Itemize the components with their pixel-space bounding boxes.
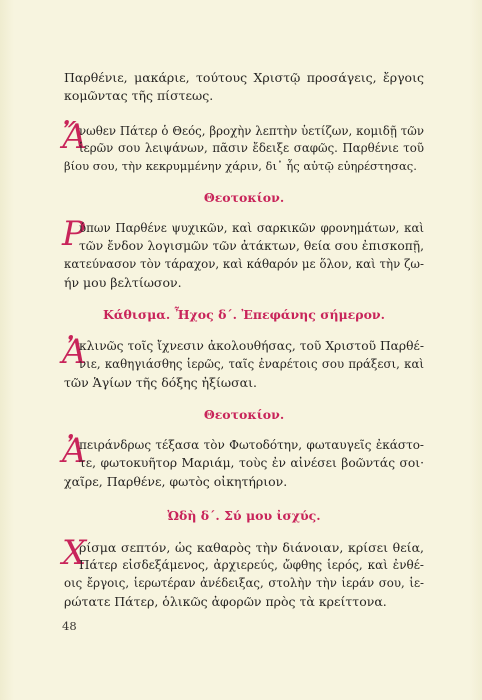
text-line: οις ἔργοις, ἱερωτέραν ἀνέδειξας, στολὴν τὴν ἱεράν σου, ἱε- bbox=[64, 576, 424, 590]
text-line: τῶν ἔνδον λογισμῶν τῶν ἀτάκτων, θεία σου ἐπισκοπῇ, bbox=[79, 239, 424, 253]
drop-cap-initial: Χ bbox=[62, 533, 87, 573]
text-line: ύπων Παρθένε ψυχικῶν, καὶ σαρκικῶν φρονημάτων, καὶ bbox=[79, 221, 424, 235]
text-line: ἱερῶν σου λειψάνων, πᾶσιν ἔδειξε σαφῶς. Παρθένιε τοῦ bbox=[79, 141, 424, 155]
text-line: ρώτατε Πάτερ, ὁλικῶς ἀφορῶν πρὸς τὰ κρείττονα. bbox=[64, 594, 387, 609]
text-line: κλινῶς τοῖς ἴχνεσιν ἀκολουθήσας, τοῦ Χριστοῦ Παρθέ- bbox=[79, 339, 424, 353]
text-line: κομῶντας τῆς πίστεως. bbox=[64, 88, 214, 103]
text-line: κατεύνασον τὸν τάραχον, καὶ κάθαρόν με ὅλον, καὶ τὴν ζω- bbox=[64, 257, 424, 271]
text-line: τε, φωτοκυῆτορ Μαριάμ, τοὺς ἐν αἰνέσει βοῶντάς σοι· bbox=[79, 456, 424, 470]
page-number: 48 bbox=[62, 619, 77, 633]
text-line: Παρθένιε, μακάριε, τούτους Χριστῷ προσάγεις, ἔργοις bbox=[64, 70, 424, 85]
section-heading: Ὠδὴ δ΄. Σύ μου ἰσχύς. bbox=[167, 508, 321, 523]
text-line: χαῖρε, Παρθένε, φωτὸς οἰκητήριον. bbox=[64, 474, 288, 489]
drop-cap-initial: Ρ bbox=[62, 214, 85, 254]
section-heading: Κάθισμα. Ἦχος δ΄. Ἐπεφάνης σήμερον. bbox=[103, 307, 385, 322]
drop-cap-initial: Ἄ bbox=[62, 117, 87, 157]
section-heading: Θεοτοκίον. bbox=[203, 407, 285, 422]
section-heading: Θεοτοκίον. bbox=[203, 190, 285, 205]
text-line: νωθεν Πάτερ ὁ Θεός, βροχὴν λεπτὴν ὑετίζων, κομιδῇ τῶν bbox=[79, 124, 424, 138]
text-line: ήν μου βελτίωσον. bbox=[64, 275, 182, 290]
text-line: τῶν Ἁγίων τῆς δόξης ἠξίωσαι. bbox=[64, 375, 257, 390]
drop-cap-initial: Ἀ bbox=[62, 332, 87, 372]
text-line: νιε, καθηγιάσθης ἱερῶς, ταῖς ἐναρέτοις σου πράξεσι, καὶ bbox=[79, 357, 424, 371]
text-line: Πάτερ εἰσδεξάμενος, ἀρχιερεύς, ὤφθης ἱερός, καὶ ἐνθέ- bbox=[79, 558, 424, 572]
text-line: βίου σου, τὴν κεκρυμμένην χάριν, δι᾽ ἧς αὐτῷ εὐηρέστησας. bbox=[64, 159, 417, 173]
drop-cap-initial: Ἀ bbox=[62, 431, 87, 471]
text-line: πειράνδρως τέξασα τὸν Φωτοδότην, φωταυγεῖς ἐκάστο- bbox=[79, 438, 424, 452]
text-line: ρίσμα σεπτόν, ὡς καθαρὸς τὴν διάνοιαν, κρίσει θεία, bbox=[79, 540, 424, 555]
